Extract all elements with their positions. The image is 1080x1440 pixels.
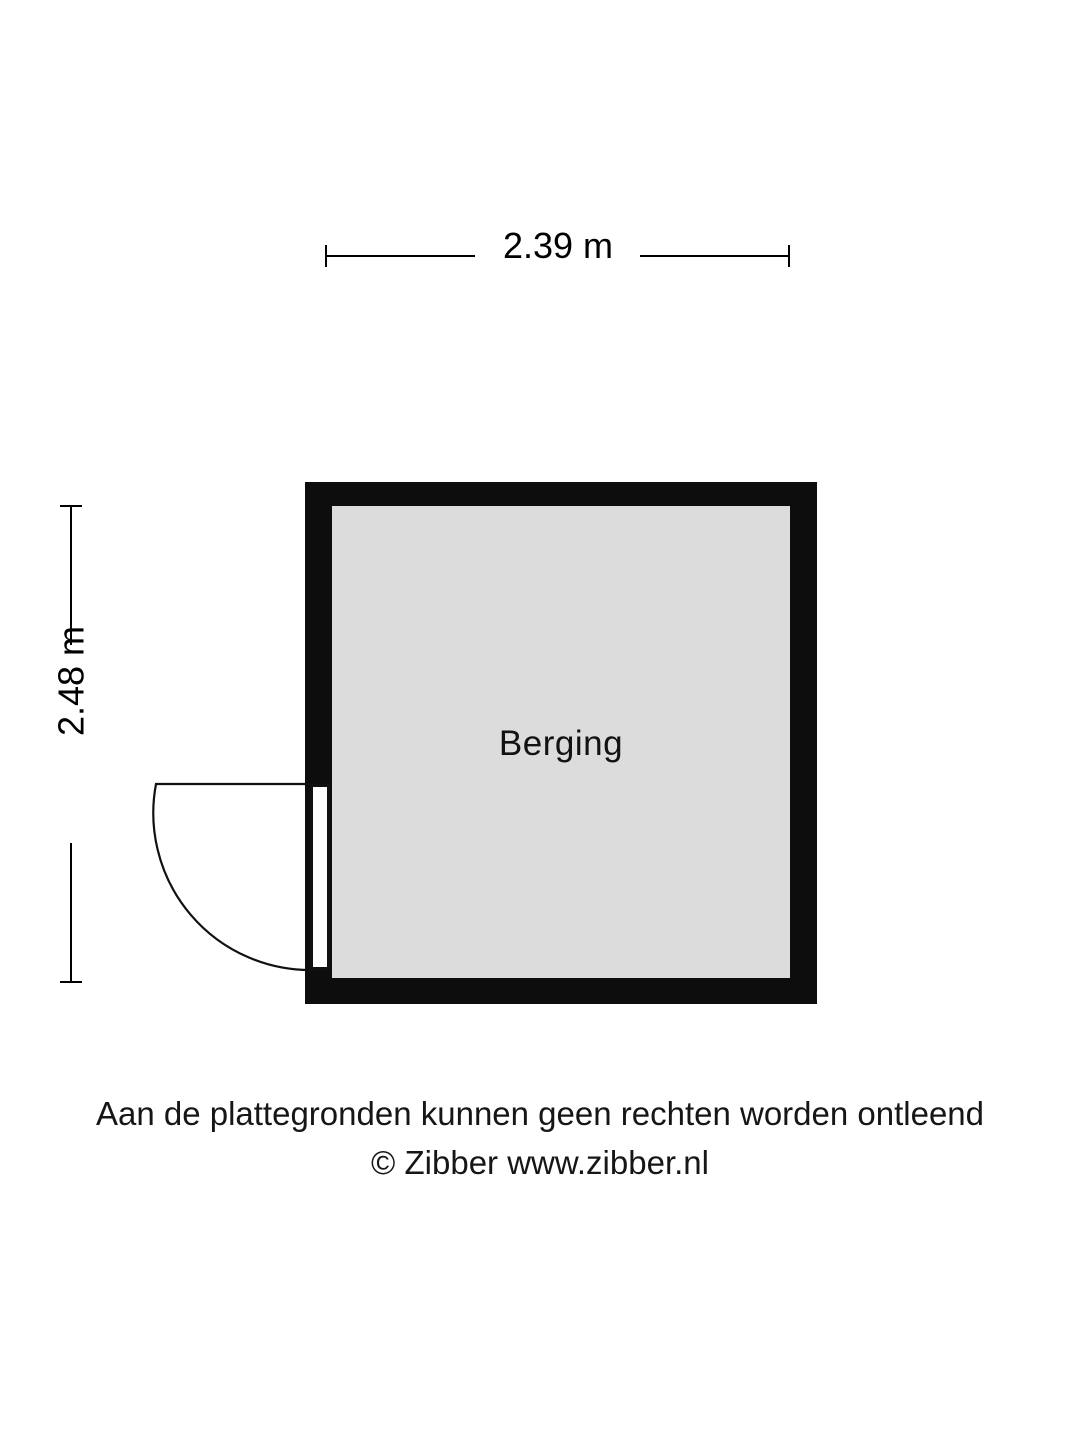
- dimension-width-line-right: [640, 255, 790, 257]
- room-label-berging: Berging: [498, 724, 624, 763]
- room-walls-berging: [305, 482, 817, 1004]
- door-swing-arc-icon: [150, 782, 315, 972]
- dimension-width-line-left: [325, 255, 475, 257]
- dimension-height-line-bottom: [70, 843, 72, 983]
- footer: [0, 1095, 1080, 1182]
- dimension-width: [325, 225, 790, 266]
- dimension-width-end-cap: [788, 245, 790, 267]
- dimension-height-end-cap: [60, 981, 82, 983]
- room-floor-berging: [332, 506, 790, 978]
- footer-copyright: © Zibber www.zibber.nl: [371, 1144, 709, 1181]
- footer-disclaimer: Aan de plattegronden kunnen geen rechten worden ontleend: [95, 1095, 985, 1132]
- dimension-height: [50, 505, 92, 983]
- dimension-height-label: 2.48 m: [50, 625, 92, 737]
- dimension-width-label: 2.39 m: [502, 225, 614, 266]
